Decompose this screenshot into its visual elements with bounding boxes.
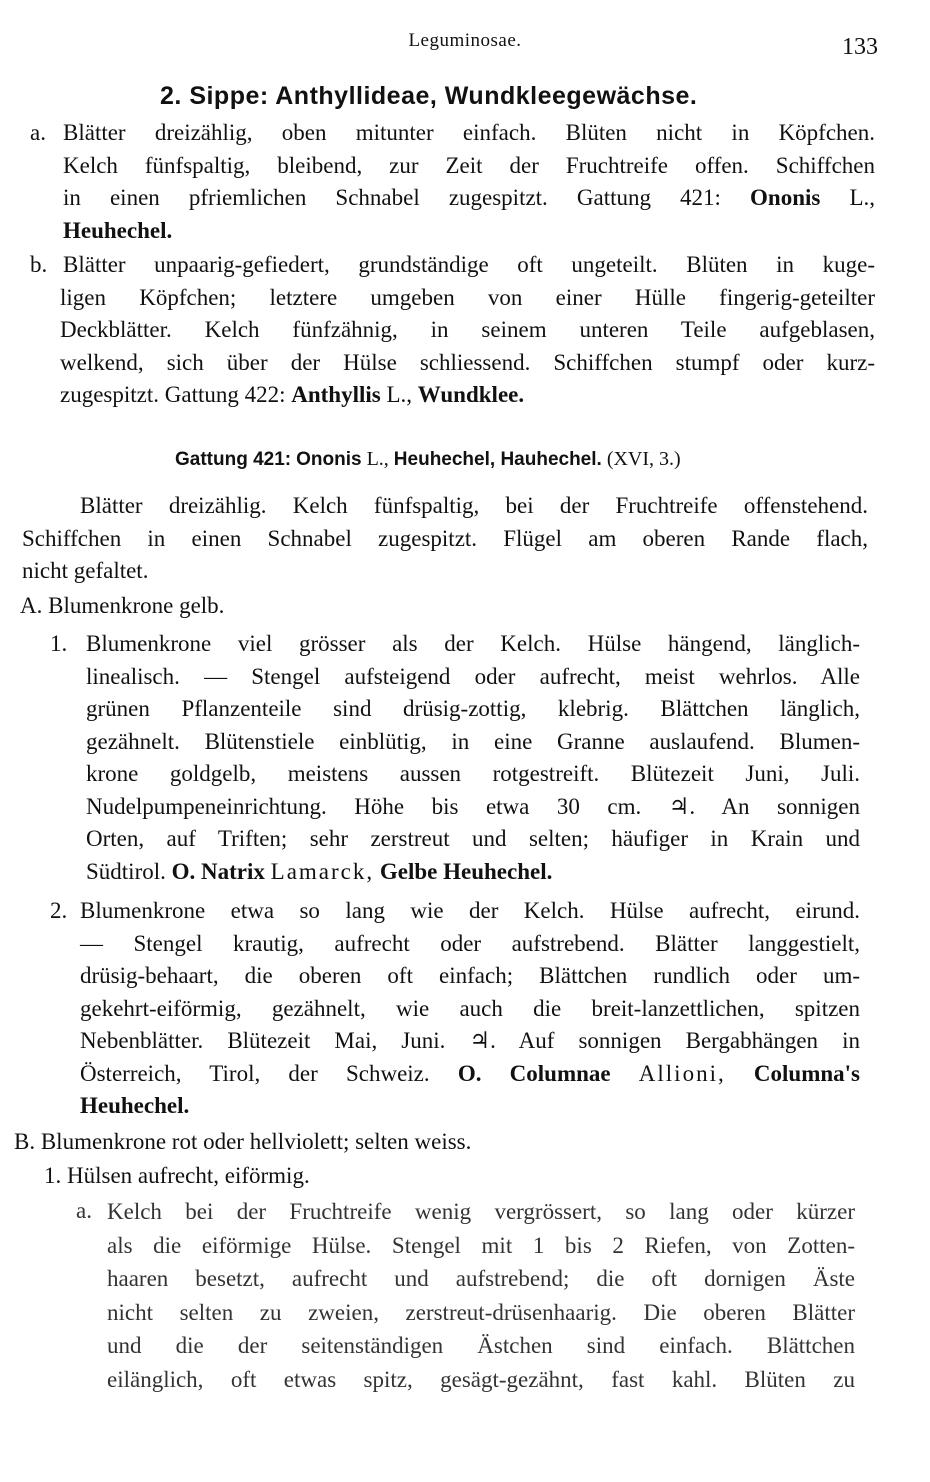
species-1-text: Blumenkrone viel grösser als der Kelch. Hülse hängend, länglich- linealisch. — Stengel aufsteigend oder aufrecht, meist wehrlos. Alle grünen Pflanzenteile sind drüsig-zottig, klebrig. Blättchen länglich, gezähnelt. Blütenstiele einblütig, in eine Granne auslaufend. Blumen- krone goldgelb, meistens aussen rotgestreift. Blütezeit Juni, Juli. Nudelpumpeneinrichtung. Höhe bis etwa 30 cm. ♃. An sonnigen Orten, auf Triften; sehr zerstreut und selten; häufiger in Krain und Südtirol. O. Natrix Lamarck, Gelbe Heuhechel. [86, 631, 860, 884]
group-b: B. Blumenkrone rot oder hellviolett; selten weiss. [14, 1129, 472, 1154]
genus-description: Blätter dreizählig. Kelch fünfspaltig, bei der Fruchtreife offenstehend. Schiffchen in einen Schnabel zugespitzt. Flügel am oberen Rande flach, nicht gefaltet. [22, 493, 868, 583]
group-b-1-a-text: Kelch bei der Fruchtreife wenig vergrössert, so lang oder kürzer als die eiförmige Hülse. Stengel mit 1 bis 2 Riefen, von Zotten- haaren besetzt, aufrecht und aufstrebend; die oft dornigen Äste nicht selten zu zweien, zerstreut-drüsenhaarig. Die oberen Blätter und die der seitenständigen Ästchen sind einfach. Blättchen eilänglich, oft etwas spitz, gesägt-gezähnt, fast kahl. Blüten zu [107, 1199, 855, 1392]
key-a-text: Blätter dreizählig, oben mitunter einfach. Blüten nicht in Köpfchen. Kelch fünfspaltig, bleibend, zur Zeit der Fruchtreife offen. Schiffchen in einen pfriemlichen Schnabel zugespitzt. Gattung 421: Ononis L., Heuhechel. [63, 120, 875, 243]
group-a: A. Blumenkrone gelb. [20, 593, 225, 618]
key-a-marker: a. [30, 120, 46, 145]
group-b-1-a-marker: a. [76, 1198, 92, 1223]
key-b-marker: b. [30, 252, 48, 277]
section-heading [160, 82, 697, 111]
running-head: Leguminosae. [408, 30, 522, 51]
section-number: 2. [160, 82, 182, 110]
section-title: Anthyllideae, Wundkleegewächse. [275, 82, 698, 110]
genus-heading: Gattung 421: Ononis L., Heuhechel, Hauhechel. (XVI, 3.) [175, 448, 681, 470]
key-b-text: Blätter unpaarig-gefiedert, grundständige oft ungeteilt. Blüten in kuge- ligen Köpfchen; letztere umgeben von einer Hülle fingerig-geteilter Deckblätter. Kelch fünfzähnig, in seinem unteren Teile aufgeblasen, welkend, sich über der Hülse schliessend. Schiffchen stumpf oder kurz- zugespitzt. Gattung 422: Anthyllis L., Wundklee. [60, 252, 875, 407]
species-2-marker: 2. [50, 898, 68, 923]
section-label: Sippe: [189, 82, 269, 110]
species-1-marker: 1. [50, 631, 68, 656]
species-2-text: Blumenkrone etwa so lang wie der Kelch. Hülse aufrecht, eirund. — Stengel krautig, aufrecht oder aufstrebend. Blätter langgestielt, drüsig-behaart, die oberen oft einfach; Blättchen rundlich oder um- gekehrt-eiförmig, gezähnelt, wie auch die breit-lanzettlichen, spitzen Nebenblätter. Blütezeit Mai, Juni. ♃. Auf sonnigen Bergabhängen in Österreich, Tirol, der Schweiz. O. Columnae Allioni, Columna's Heuhechel. [80, 898, 860, 1118]
group-b-1: 1. Hülsen aufrecht, eiförmig. [44, 1163, 310, 1188]
page-number: 133 [842, 34, 878, 60]
